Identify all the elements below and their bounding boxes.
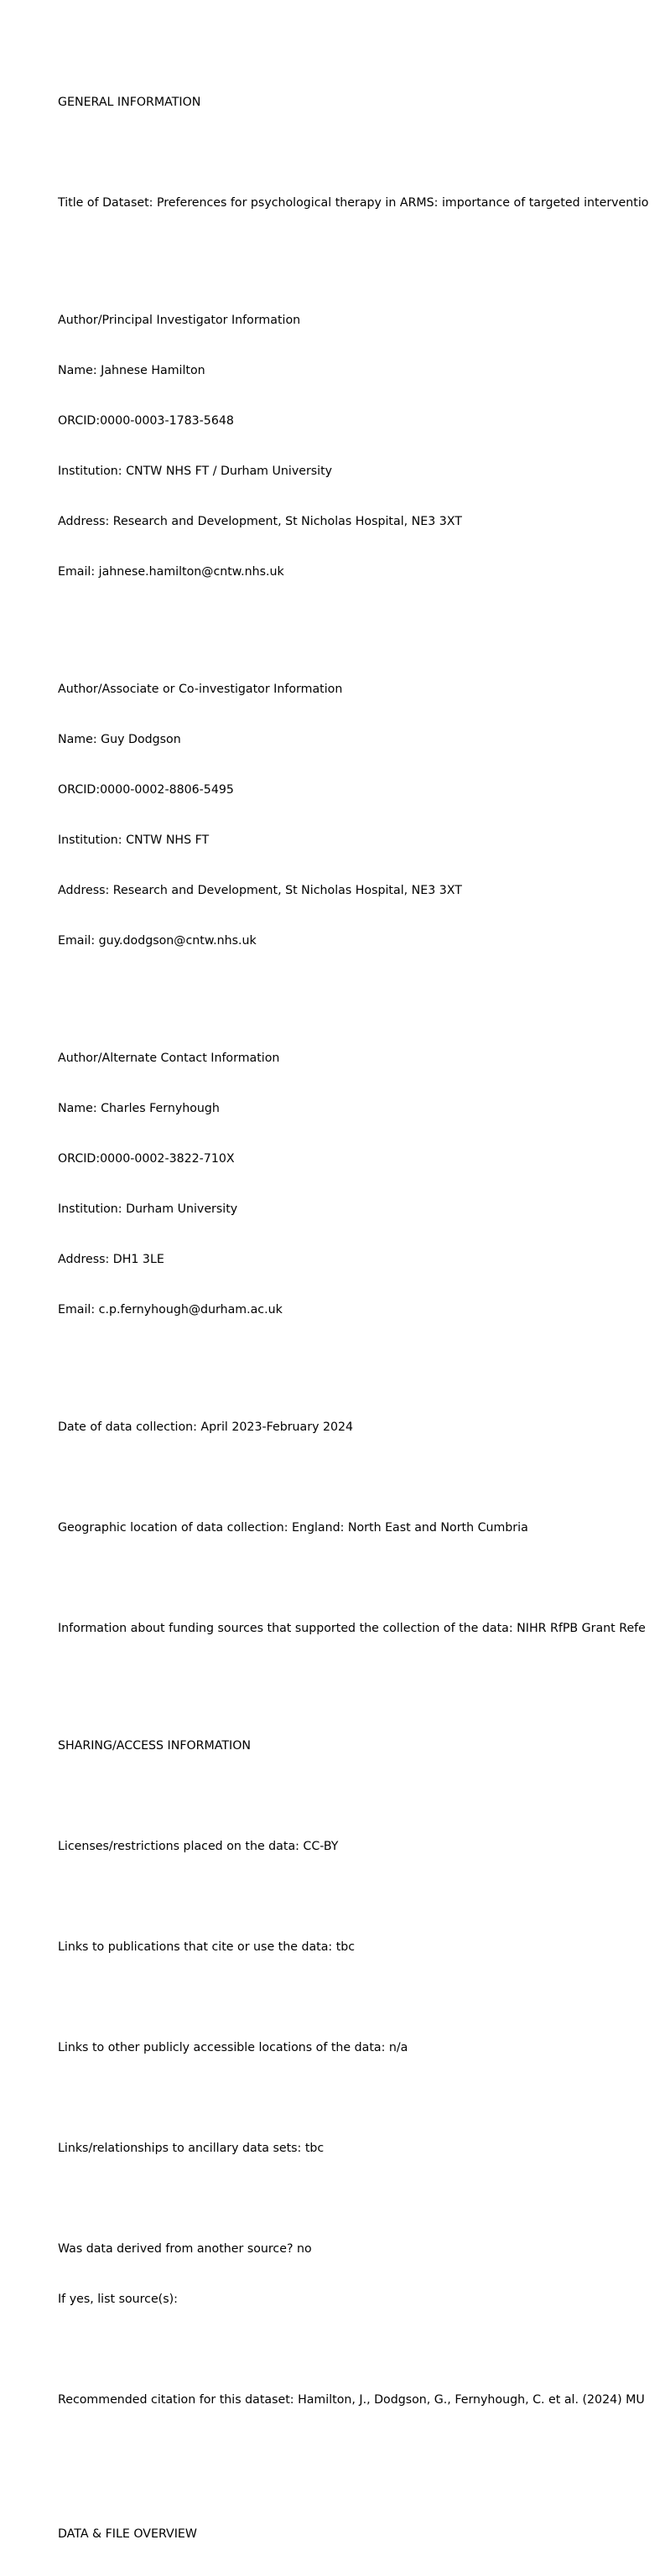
- alternate-contact-institution: Institution: Durham University: [58, 1202, 238, 1216]
- dataset-title: Title of Dataset: Preferences for psychological therapy in ARMS: importance of targeted interventio: [58, 196, 649, 210]
- derived-from-source: Was data derived from another source? no: [58, 2242, 312, 2256]
- blank-line: [58, 1352, 665, 1368]
- blank-line: [58, 2090, 665, 2106]
- general-information-heading: GENERAL INFORMATION: [58, 96, 201, 109]
- blank-line: [58, 1469, 665, 1486]
- pi-address: Address: Research and Development, St Nicholas Hospital, NE3 3XT: [58, 515, 462, 528]
- co-investigator-address: Address: Research and Development, St Nicholas Hospital, NE3 3XT: [58, 884, 462, 897]
- funding-information: Information about funding sources that supported the collection of the data: NIHR RfPB Grant Refe: [58, 1622, 646, 1635]
- recommended-citation: Recommended citation for this dataset: Hamilton, J., Dodgson, G., Fernyhough, C. et al. (2024) MU: [58, 2393, 645, 2407]
- blank-line: [58, 1570, 665, 1587]
- blank-line: [58, 144, 665, 161]
- alternate-contact-address: Address: DH1 3LE: [58, 1253, 164, 1266]
- ancillary-data-links: Links/relationships to ancillary data sets: tbc: [58, 2142, 325, 2155]
- blank-line: [58, 1989, 665, 2006]
- other-locations-links: Links to other publicly accessible locations of the data: n/a: [58, 2041, 408, 2054]
- alternate-contact-heading: Author/Alternate Contact Information: [58, 1052, 280, 1065]
- co-investigator-institution: Institution: CNTW NHS FT: [58, 834, 210, 847]
- blank-lines: [58, 2442, 665, 2475]
- pi-heading: Author/Principal Investigator Information: [58, 314, 301, 327]
- blank-line: [58, 2190, 665, 2207]
- publication-links: Links to publications that cite or use the data: tbc: [58, 1940, 356, 1954]
- source-list: If yes, list source(s):: [58, 2293, 178, 2306]
- geographic-location: Geographic location of data collection: England: North East and North Cumbria: [58, 1521, 528, 1535]
- blank-line: [58, 245, 665, 262]
- readme-text: [58, 60, 665, 2576]
- alternate-contact-name: Name: Charles Fernyhough: [58, 1102, 220, 1115]
- co-investigator-heading: Author/Associate or Co-investigator Information: [58, 683, 343, 696]
- pi-orcid: ORCID:0000-0003-1783-5648: [58, 414, 234, 428]
- blank-line: [58, 1670, 665, 1687]
- co-investigator-name: Name: Guy Dodgson: [58, 733, 181, 746]
- co-investigator-email: Email: guy.dodgson@cntw.nhs.uk: [58, 934, 257, 948]
- blank-line: [58, 1888, 665, 1905]
- alternate-contact-email: Email: c.p.fernyhough@durham.ac.uk: [58, 1303, 283, 1317]
- licenses-restrictions: Licenses/restrictions placed on the data: CC-BY: [58, 1840, 339, 1853]
- alternate-contact-orcid: ORCID:0000-0002-3822-710X: [58, 1152, 235, 1166]
- data-file-overview-heading: DATA & FILE OVERVIEW: [58, 2527, 197, 2541]
- co-investigator-orcid: ORCID:0000-0002-8806-5495: [58, 783, 234, 797]
- blank-line: [58, 2341, 665, 2358]
- blank-line: [58, 1788, 665, 1805]
- blank-line: [58, 983, 665, 1000]
- pi-name: Name: Jahnese Hamilton: [58, 364, 205, 377]
- sharing-access-heading: SHARING/ACCESS INFORMATION: [58, 1739, 252, 1753]
- date-of-collection: Date of data collection: April 2023-February 2024: [58, 1420, 354, 1434]
- blank-line: [58, 614, 665, 631]
- pi-institution: Institution: CNTW NHS FT / Durham University: [58, 465, 333, 478]
- pi-email: Email: jahnese.hamilton@cntw.nhs.uk: [58, 565, 284, 579]
